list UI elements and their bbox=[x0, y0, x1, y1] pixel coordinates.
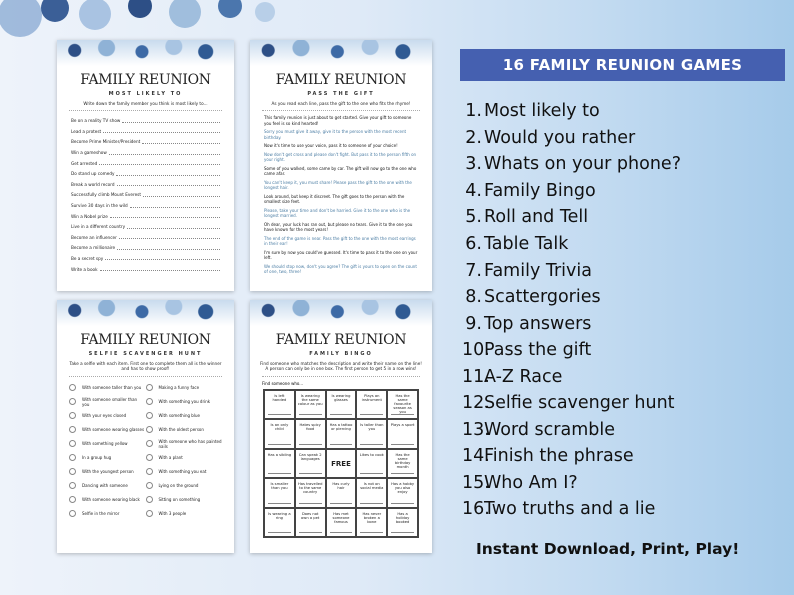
bingo-cell: Has a tattoo or piercing bbox=[326, 419, 357, 449]
list-item bbox=[71, 264, 220, 275]
list-item bbox=[71, 179, 220, 190]
item-text: With 3 people bbox=[158, 511, 187, 517]
rhyme-line: Some of you walked, some came by car. The gift will now go to the one who came afar. bbox=[264, 165, 417, 177]
game-name: Who Am I? bbox=[484, 472, 578, 493]
checklist-item[interactable] bbox=[146, 395, 223, 409]
game-list-item bbox=[462, 284, 681, 311]
rhyme-line: Look around, but keep it discreet. The gift goes to the person with the smallest size feet. bbox=[264, 193, 405, 205]
bingo-cell: Hates spicy food bbox=[295, 419, 326, 449]
rhyme-line: The end of the game is near. Pass the gift to the one with the most earrings in their ear! bbox=[264, 235, 416, 247]
bingo-cell: Does not own a pet bbox=[295, 508, 326, 538]
item-text: Making a funny face bbox=[158, 385, 200, 391]
answer-line bbox=[122, 119, 220, 123]
checkbox-circle-icon bbox=[69, 384, 76, 391]
rhyme-line: I'm sure by now you could've guessed. It's time to pass it to the one on your left. bbox=[264, 249, 418, 261]
item-text: Get arrested bbox=[71, 160, 98, 166]
checklist-item[interactable] bbox=[69, 479, 146, 493]
bingo-cell: Has the same favourite season as you bbox=[387, 390, 418, 420]
bingo-cell: Is not on social media bbox=[356, 478, 387, 508]
bingo-cell: Has a hobby you also enjoy bbox=[387, 478, 418, 508]
item-text: With the youngest person bbox=[82, 469, 134, 475]
most-likely-to-sheet bbox=[57, 40, 234, 291]
sheet-subtitle: FAMILY BINGO bbox=[309, 351, 373, 357]
item-text: With someone wearing black bbox=[82, 497, 140, 503]
checklist-item[interactable] bbox=[69, 507, 146, 521]
answer-line bbox=[109, 151, 220, 155]
games-list bbox=[462, 98, 681, 523]
bingo-grid bbox=[263, 389, 419, 539]
checklist-item[interactable] bbox=[146, 507, 223, 521]
game-list-item bbox=[462, 151, 681, 178]
list-item bbox=[71, 200, 220, 211]
checkbox-circle-icon bbox=[69, 482, 76, 489]
item-text: Sitting on something bbox=[158, 497, 201, 503]
item-text: Lead a protest bbox=[71, 128, 102, 134]
bingo-cell: Has a holiday booked bbox=[387, 508, 418, 538]
list-item bbox=[71, 147, 220, 158]
game-list-item bbox=[462, 257, 681, 284]
item-text: With something you eat bbox=[158, 469, 207, 475]
item-text: With something yellow bbox=[82, 441, 128, 447]
checklist-item[interactable] bbox=[69, 423, 146, 437]
bingo-cell: Is wearing glasses bbox=[326, 390, 357, 420]
game-list-item bbox=[462, 310, 681, 337]
item-text: Survive 30 days in the wild bbox=[71, 203, 128, 208]
game-name: Family Trivia bbox=[484, 260, 592, 281]
item-text: With your eyes closed bbox=[82, 413, 127, 419]
item-number: 15. bbox=[462, 472, 490, 493]
bingo-cell: Likes to cook bbox=[356, 449, 387, 479]
item-number: 7. bbox=[465, 260, 482, 281]
divider bbox=[262, 110, 420, 111]
game-name: Most likely to bbox=[484, 101, 600, 122]
game-list-item bbox=[462, 125, 681, 152]
answer-line bbox=[127, 225, 220, 229]
item-text: Win a Nobel prize bbox=[71, 213, 108, 219]
item-number: 11. bbox=[462, 366, 490, 387]
bingo-cell: Has travelled to the same country bbox=[295, 478, 326, 508]
item-number: 2. bbox=[465, 127, 482, 148]
checklist-item[interactable] bbox=[146, 381, 223, 395]
game-name: Two truths and a lie bbox=[484, 499, 656, 520]
bingo-cell: Has the same birthday month bbox=[387, 449, 418, 479]
item-text: Become an influencer bbox=[71, 234, 117, 240]
bingo-cell: Is wearing the same colour as you bbox=[295, 390, 326, 420]
list-item bbox=[71, 221, 220, 232]
checklist-item[interactable] bbox=[69, 409, 146, 423]
sheet-intro: As you read each line, pass the gift to the one who fits the rhyme! bbox=[271, 101, 411, 106]
list-item bbox=[71, 232, 220, 243]
divider bbox=[69, 110, 222, 111]
selfie-scavenger-hunt-sheet bbox=[57, 300, 234, 553]
list-item bbox=[71, 190, 220, 201]
checklist-item[interactable] bbox=[69, 395, 146, 409]
item-text: Break a world record bbox=[71, 181, 115, 187]
game-name: Finish the phrase bbox=[484, 446, 634, 467]
item-text: Become a millionaire bbox=[71, 245, 116, 251]
item-number: 13. bbox=[462, 419, 490, 440]
footer-tagline: Instant Download, Print, Play! bbox=[476, 540, 740, 558]
bingo-cell: Plays a sport bbox=[387, 419, 418, 449]
item-number: 8. bbox=[465, 287, 482, 308]
game-list-item bbox=[462, 496, 681, 523]
item-number: 1. bbox=[465, 101, 482, 122]
item-text: Live in a different country bbox=[71, 224, 126, 230]
checklist-item[interactable] bbox=[69, 451, 146, 465]
checkbox-circle-icon bbox=[69, 468, 76, 475]
item-number: 10. bbox=[462, 340, 490, 361]
rhyme-line: Oh dear, your luck has ran out, but please no tears. Give it to the one you have known for the most years! bbox=[264, 221, 413, 233]
checklist-item[interactable] bbox=[146, 479, 223, 493]
game-list-item bbox=[462, 231, 681, 258]
checkbox-circle-icon bbox=[146, 426, 153, 433]
bingo-cell: Is wearing a ring bbox=[264, 508, 295, 538]
checkbox-circle-icon bbox=[69, 398, 76, 405]
bingo-cell: Has curly hair bbox=[326, 478, 357, 508]
item-text: With someone taller than you bbox=[82, 385, 142, 391]
answer-line bbox=[142, 140, 220, 144]
item-text: Selfie in the mirror bbox=[82, 511, 120, 517]
rhyme-line: You can't keep it, you must share! Please pass the gift to the one with the longest hair. bbox=[264, 179, 412, 191]
list-item bbox=[71, 211, 220, 222]
item-number: 16. bbox=[462, 499, 490, 520]
rhyme-line: We should stop now, don't you agree? The gift is yours to open on the count of one, two, three! bbox=[264, 263, 417, 275]
checklist-item[interactable] bbox=[69, 381, 146, 395]
answer-line bbox=[100, 267, 221, 271]
rhyme-line: Sorry you must give it away, give it to the person with the most recent birthday. bbox=[264, 129, 407, 140]
game-list-item bbox=[462, 390, 681, 417]
game-list-item bbox=[462, 178, 681, 205]
answer-line bbox=[130, 204, 220, 208]
item-text: With someone wearing glasses bbox=[82, 427, 145, 433]
rhyme-line: This family reunion is just about to get started. Give your gift to someone you feel is so kind hearted! bbox=[264, 115, 412, 126]
checkbox-circle-icon bbox=[146, 510, 153, 517]
item-number: 12. bbox=[462, 393, 490, 414]
item-text: Write a book bbox=[71, 266, 98, 272]
pass-the-gift-sheet bbox=[250, 40, 432, 291]
game-list-item bbox=[462, 363, 681, 390]
item-text: With the oldest person bbox=[158, 427, 204, 433]
item-number: 14. bbox=[462, 446, 490, 467]
game-name: Selfie scavenger hunt bbox=[484, 393, 675, 414]
checkbox-circle-icon bbox=[146, 482, 153, 489]
floral-garland bbox=[250, 40, 432, 66]
checklist-item[interactable] bbox=[69, 465, 146, 479]
bingo-cell: Has never broken a bone bbox=[356, 508, 387, 538]
list-item bbox=[71, 137, 220, 148]
item-text: Be a secret spy bbox=[71, 255, 104, 261]
item-number: 3. bbox=[465, 154, 482, 175]
bingo-cell: Plays an instrument bbox=[356, 390, 387, 420]
item-text: Dancing with someone bbox=[82, 483, 128, 489]
item-text: Successfully climb Mount Everest bbox=[71, 192, 142, 198]
list-item bbox=[71, 253, 220, 264]
checklist-item[interactable] bbox=[146, 465, 223, 479]
item-number: 4. bbox=[465, 180, 482, 201]
checklist-item[interactable] bbox=[146, 423, 223, 437]
rhyme-line: Please, take your time and don't be harried. Give it to the one who is the longest married. bbox=[264, 207, 411, 219]
list-item bbox=[71, 243, 220, 254]
game-name: Pass the gift bbox=[484, 340, 592, 361]
game-name: Word scramble bbox=[484, 419, 615, 440]
rhyme-line: Now it's time to use your voice, pass it to someone of your choice! bbox=[264, 143, 398, 149]
answer-line bbox=[110, 214, 220, 218]
game-list-item bbox=[462, 470, 681, 497]
checklist-item[interactable] bbox=[69, 437, 146, 451]
checkbox-circle-icon bbox=[69, 510, 76, 517]
item-text: With someone smaller than you bbox=[82, 396, 138, 407]
checkbox-circle-icon bbox=[69, 440, 76, 447]
checkbox-circle-icon bbox=[69, 426, 76, 433]
game-list-item bbox=[462, 417, 681, 444]
checkbox-circle-icon bbox=[146, 496, 153, 503]
checklist-item[interactable] bbox=[69, 493, 146, 507]
answer-line bbox=[103, 129, 220, 133]
game-list-item bbox=[462, 443, 681, 470]
game-name: Whats on your phone? bbox=[484, 154, 681, 175]
rhyme-line: Now don't get cross and please don't fight. But pass it to the person fifth on your right. bbox=[264, 151, 417, 163]
checkbox-circle-icon bbox=[146, 384, 153, 391]
item-number: 6. bbox=[465, 234, 482, 254]
checkbox-circle-icon bbox=[69, 454, 76, 461]
bingo-cell: Is taller than you bbox=[356, 419, 387, 449]
item-text: With something blue bbox=[158, 413, 200, 419]
game-name: A-Z Race bbox=[484, 366, 563, 387]
divider bbox=[262, 376, 420, 377]
item-number: 9. bbox=[465, 313, 482, 334]
answer-line bbox=[117, 246, 220, 250]
item-text: Do stand up comedy bbox=[71, 171, 115, 177]
checkbox-circle-icon bbox=[146, 468, 153, 475]
answer-line bbox=[105, 256, 220, 260]
item-text: In a group hug bbox=[82, 455, 112, 461]
game-name: Table Talk bbox=[484, 234, 569, 254]
sheet-title: FAMILY REUNION bbox=[80, 72, 211, 88]
item-text: Lying on the ground bbox=[158, 483, 199, 489]
floral-garland bbox=[57, 40, 234, 66]
bingo-cell: Can speak 2 languages bbox=[295, 449, 326, 479]
checkbox-circle-icon bbox=[146, 398, 153, 405]
answer-line bbox=[116, 172, 220, 176]
answer-line bbox=[143, 193, 220, 197]
checkbox-circle-icon bbox=[69, 496, 76, 503]
sheet-intro: Write down the family member you think is most likely to... bbox=[83, 101, 208, 106]
game-name: Top answers bbox=[484, 313, 592, 334]
bingo-cell: Is smaller than you bbox=[264, 478, 295, 508]
game-name: Scattergories bbox=[484, 287, 601, 308]
item-text: With a plant bbox=[158, 455, 183, 461]
sheet-intro: Take a selfie with each item. First one to complete them all is the winner and has to show proof! bbox=[69, 361, 222, 372]
bingo-find-label: Find someone who... bbox=[262, 380, 304, 386]
sheet-title: FAMILY REUNION bbox=[80, 332, 211, 348]
bingo-cell: Has a sibling bbox=[264, 449, 295, 479]
checkbox-circle-icon bbox=[146, 412, 153, 419]
answer-line bbox=[119, 235, 220, 239]
answer-line bbox=[99, 161, 220, 165]
list-item bbox=[71, 126, 220, 137]
sheet-subtitle: MOST LIKELY TO bbox=[108, 91, 183, 97]
sheet-intro: Find someone who matches the description and write their name on the line! A person can only be in one box. The first person to get 5 in a row wins! bbox=[260, 361, 422, 372]
checkbox-circle-icon bbox=[146, 440, 153, 447]
item-text: With something you drink bbox=[158, 399, 211, 405]
divider bbox=[69, 376, 222, 377]
item-number: 5. bbox=[465, 207, 482, 228]
sheet-title: FAMILY REUNION bbox=[275, 332, 407, 348]
game-list-item bbox=[462, 204, 681, 231]
game-name: Would you rather bbox=[484, 127, 636, 148]
bingo-cell: Has met someone famous bbox=[326, 508, 357, 538]
checklist-item[interactable] bbox=[146, 493, 223, 507]
checklist-item[interactable] bbox=[146, 409, 223, 423]
bingo-cell: FREE bbox=[326, 449, 357, 479]
sheet-title: FAMILY REUNION bbox=[275, 72, 407, 88]
game-list-item bbox=[462, 98, 681, 125]
checklist-item[interactable] bbox=[146, 437, 223, 451]
list-item bbox=[71, 168, 220, 179]
floral-garland bbox=[57, 300, 234, 326]
bingo-cell: Is left handed bbox=[264, 390, 295, 420]
checkbox-circle-icon bbox=[69, 412, 76, 419]
answer-line bbox=[117, 182, 220, 186]
checklist-item[interactable] bbox=[146, 451, 223, 465]
family-bingo-sheet bbox=[250, 300, 432, 553]
item-text: Be on a reality TV show bbox=[71, 118, 121, 124]
floral-garland bbox=[250, 300, 432, 326]
game-list-item bbox=[462, 337, 681, 364]
list-item bbox=[71, 115, 220, 126]
item-text: With someone who has painted nails bbox=[158, 438, 222, 449]
sheet-subtitle: SELFIE SCAVENGER HUNT bbox=[88, 351, 203, 357]
game-name: Family Bingo bbox=[484, 180, 596, 201]
bingo-cell: Is an only child bbox=[264, 419, 295, 449]
games-banner: 16 FAMILY REUNION GAMES bbox=[460, 49, 785, 81]
sheet-subtitle: PASS THE GIFT bbox=[307, 91, 375, 97]
item-text: Become Prime Minister/President bbox=[71, 139, 141, 145]
checkbox-circle-icon bbox=[146, 454, 153, 461]
list-item bbox=[71, 158, 220, 169]
item-text: Win a gameshow bbox=[71, 150, 107, 156]
game-name: Roll and Tell bbox=[484, 207, 589, 228]
